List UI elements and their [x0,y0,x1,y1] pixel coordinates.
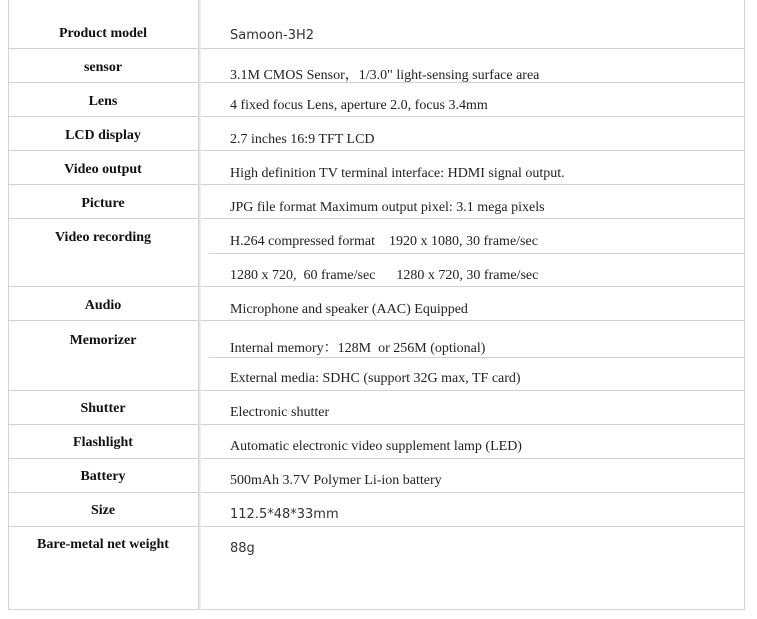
spec-value: Internal memory：128M or 256M (optional) [230,341,486,356]
spec-row-picture [8,184,745,218]
row-subdivider [209,253,745,254]
spec-row-battery [8,458,745,492]
spec-value: 3.1M CMOS Sensor，1/3.0" light-sensing surface area [230,68,540,83]
spec-label: Product model [58,26,147,41]
spec-row-sensor [8,48,745,82]
spec-row-memorizer [8,320,745,390]
spec-value: High definition TV terminal interface: HDMI signal output. [230,166,565,181]
spec-value: 112.5*48*33mm [230,507,339,522]
spec-label: Audio [84,298,122,313]
spec-label: Flashlight [73,435,133,450]
spec-value: External media: SDHC (support 32G max, TF card) [230,371,521,386]
spec-value: Microphone and speaker (AAC) Equipped [230,302,468,317]
spec-label: Size [90,503,116,518]
spec-row-lcd-display [8,116,745,150]
spec-value: 4 fixed focus Lens, aperture 2.0, focus 3.4mm [230,98,488,113]
spec-value: H.264 compressed format 1920 x 1080, 30 frame/sec [230,234,538,249]
row-subdivider [209,357,745,358]
spec-row-shutter [8,390,745,424]
spec-label: Shutter [80,401,126,416]
spec-label: Memorizer [69,333,137,348]
spec-row-bare-metal-net-weight [8,526,745,610]
spec-label: Bare-metal net weight [37,537,169,552]
spec-value: Automatic electronic video supplement lamp (LED) [230,439,522,454]
spec-row-lens [8,82,745,116]
spec-row-product-model [8,14,745,48]
spec-label: Video output [64,162,142,177]
spec-value: 88g [230,541,255,556]
spec-value: Samoon-3H2 [230,28,315,43]
spec-row-video-recording [8,218,745,286]
spec-value: JPG file format Maximum output pixel: 3.1 mega pixels [230,200,545,215]
spec-row-flashlight [8,424,745,458]
column-divider [198,0,201,610]
spec-label: Lens [88,94,118,109]
spec-row-video-output [8,150,745,184]
spec-value: Electronic shutter [230,405,330,420]
spec-value: 1280 x 720, 60 frame/sec 1280 x 720, 30 frame/sec [230,268,539,283]
spec-label: Battery [80,469,126,484]
spec-row-size [8,492,745,526]
spec-value: 500mAh 3.7V Polymer Li-ion battery [230,473,442,488]
spec-label: LCD display [65,128,141,143]
spec-row-audio [8,286,745,320]
spec-value: 2.7 inches 16:9 TFT LCD [230,132,375,147]
spec-label: Picture [81,196,125,211]
spec-label: sensor [83,60,123,75]
spec-label: Video recording [54,230,152,245]
